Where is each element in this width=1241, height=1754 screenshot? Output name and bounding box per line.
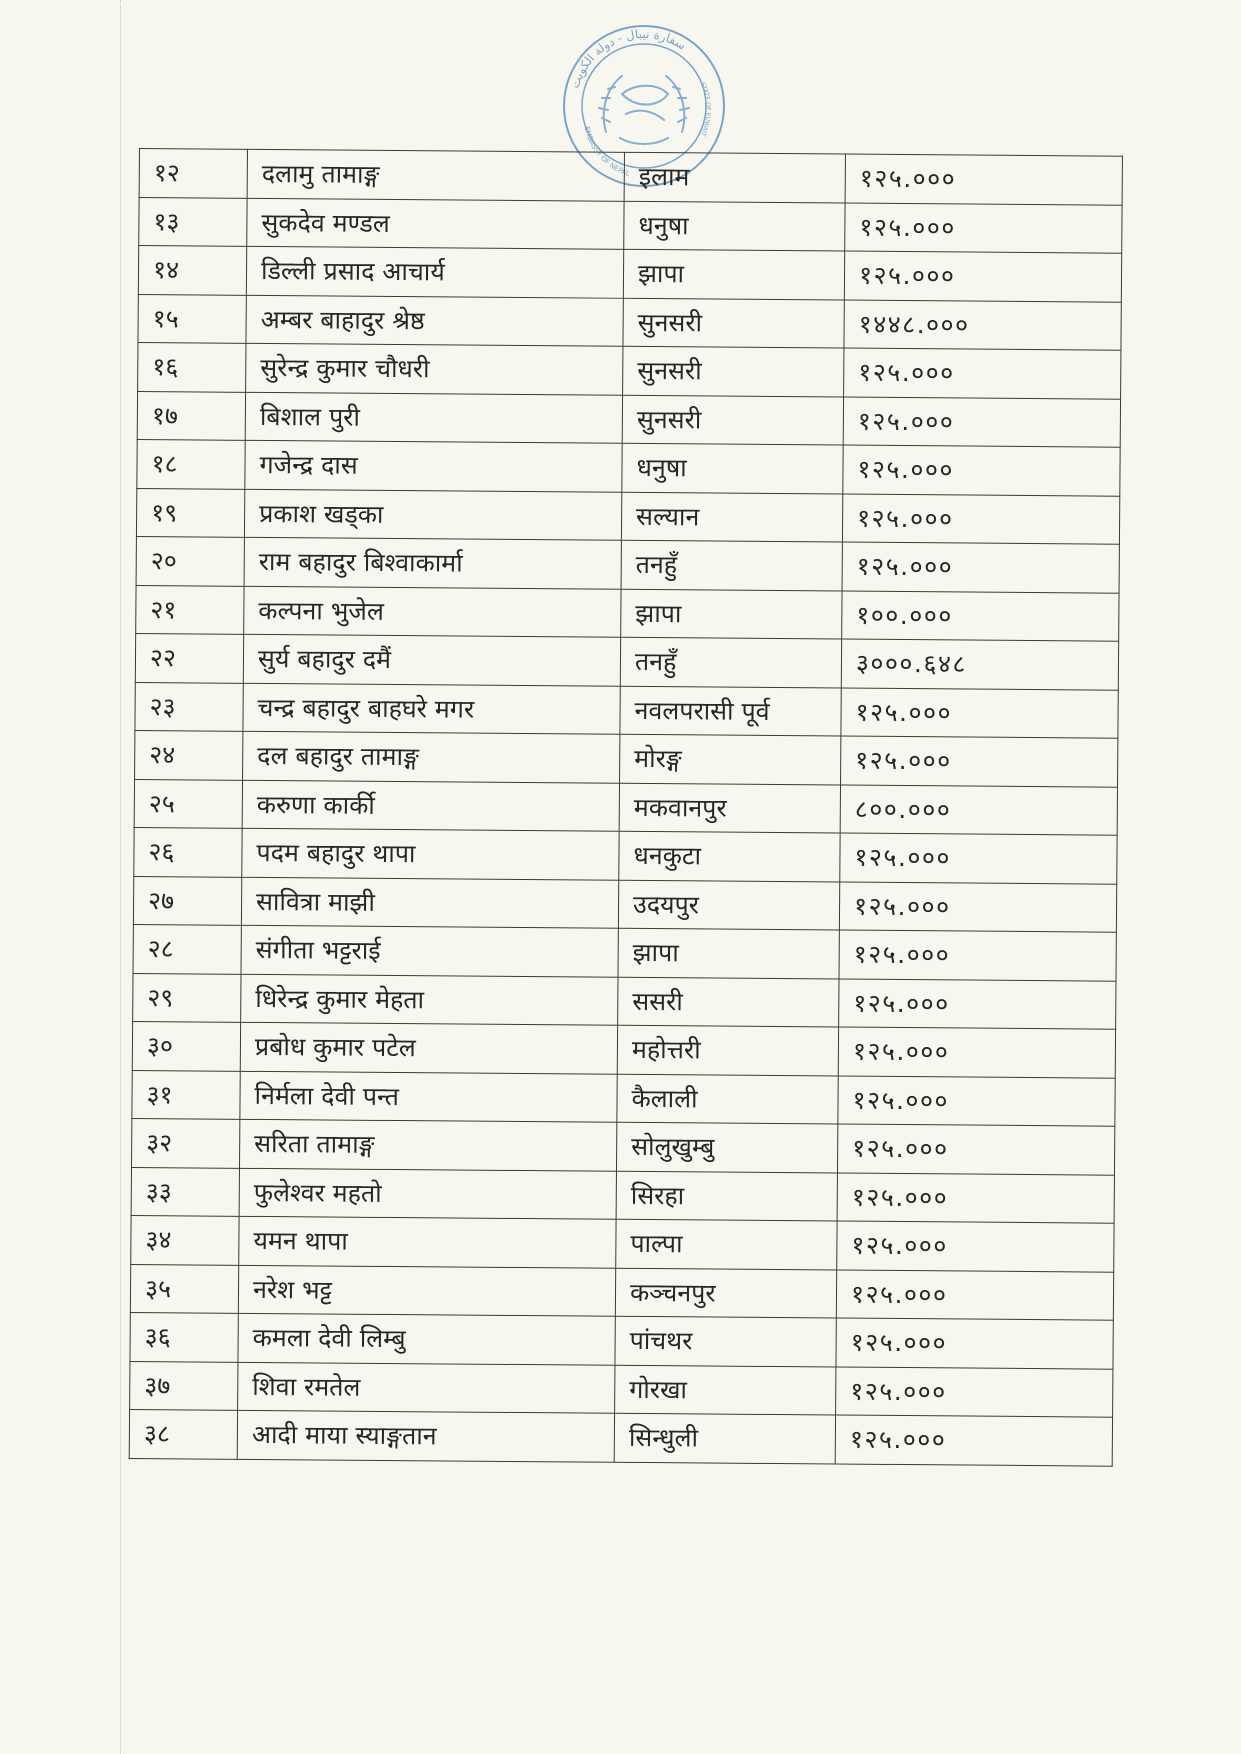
name-cell: सुकदेव मण्डल [247, 198, 624, 249]
district-cell: धनकुटा [619, 831, 840, 881]
name-cell: सावित्रा माझी [241, 877, 618, 928]
serial-number-cell: १६ [138, 342, 246, 391]
serial-number-cell: १८ [137, 439, 245, 488]
name-cell: डिल्ली प्रसाद आचार्य [246, 246, 623, 297]
table-row [137, 391, 1120, 447]
serial-number-cell: २६ [134, 827, 242, 876]
name-cell: धिरेन्द्र कुमार मेहता [241, 974, 618, 1025]
amount-cell: १२५.००० [844, 251, 1121, 302]
serial-number-cell: २० [136, 536, 244, 585]
serial-number-cell: ३८ [129, 1409, 237, 1458]
amount-cell: ८००.००० [840, 785, 1117, 836]
district-cell: नवलपरासी पूर्व [620, 686, 841, 736]
table-row [136, 585, 1119, 641]
serial-number-cell: २२ [135, 633, 243, 682]
name-cell: सुरेन्द्र कुमार चौधरी [246, 343, 623, 394]
district-cell: सिन्धुली [614, 1413, 835, 1463]
amount-cell: १२५.००० [841, 688, 1118, 739]
name-cell: चन्द्र बहादुर बाहघरे मगर [243, 683, 620, 734]
district-cell: पाल्पा [616, 1219, 837, 1269]
table-row [134, 779, 1117, 835]
table-row [129, 1409, 1112, 1465]
serial-number-cell: ३६ [130, 1312, 238, 1361]
serial-number-cell: १२ [139, 149, 247, 198]
name-cell: सुर्य बहादुर दमैं [243, 634, 620, 685]
district-cell: झापा [618, 928, 839, 978]
serial-number-cell: १९ [136, 488, 244, 537]
amount-cell: १४४८.००० [844, 300, 1121, 351]
serial-number-cell: १४ [138, 246, 246, 295]
table-row [131, 1215, 1114, 1271]
table-row [134, 827, 1117, 883]
name-cell: फुलेश्वर महतो [239, 1168, 616, 1219]
amount-cell: १२५.००० [837, 1173, 1114, 1224]
name-cell: पदम बहादुर थापा [242, 828, 619, 879]
serial-number-cell: ३३ [131, 1167, 239, 1216]
name-cell: बिशाल पुरी [245, 392, 622, 443]
name-cell: दलामु तामाङ्ग [247, 149, 624, 200]
table-row [131, 1167, 1114, 1223]
table-row [138, 342, 1121, 398]
district-cell: तनहुँ [620, 637, 841, 687]
serial-number-cell: ३० [132, 1021, 240, 1070]
district-cell: ससरी [618, 977, 839, 1027]
name-cell: शिवा रमतेल [238, 1362, 615, 1413]
district-cell: सुनसरी [623, 346, 844, 396]
district-cell: कैलाली [617, 1074, 838, 1124]
serial-number-cell: ३४ [131, 1215, 239, 1264]
district-cell: पांचथर [615, 1316, 836, 1366]
amount-cell: १२५.००० [843, 445, 1120, 496]
amount-cell: १२५.००० [845, 154, 1122, 205]
serial-number-cell: ३५ [130, 1264, 238, 1313]
district-cell: सुनसरी [622, 395, 843, 445]
table-row [133, 876, 1116, 932]
amount-cell: १२५.००० [841, 736, 1118, 787]
district-cell: तनहुँ [621, 540, 842, 590]
amount-cell: १२५.००० [839, 930, 1116, 981]
serial-number-cell: ३१ [132, 1070, 240, 1119]
amount-cell: १२५.००० [835, 1415, 1112, 1466]
svg-text:STATE OF KUWAIT [699, 81, 712, 137]
name-cell: नरेश भट्ट [238, 1265, 615, 1316]
amount-cell: १२५.००० [845, 203, 1122, 254]
district-cell: गोरखा [615, 1365, 836, 1415]
district-cell: मकवानपुर [619, 783, 840, 833]
name-cell: यमन थापा [239, 1216, 616, 1267]
table-row [130, 1312, 1113, 1368]
table-row [136, 488, 1119, 544]
table-row [138, 246, 1121, 302]
district-cell: धनुषा [624, 201, 845, 251]
district-cell: इलाम [624, 152, 845, 202]
serial-number-cell: ३२ [131, 1118, 239, 1167]
district-cell: उदयपुर [618, 880, 839, 930]
seal-english-text: EMBASSY OF NEPAL [582, 125, 631, 178]
district-cell: झापा [623, 249, 844, 299]
table-row [135, 730, 1118, 786]
district-cell: कञ्चनपुर [615, 1268, 836, 1318]
beneficiary-table [129, 148, 1123, 1466]
name-cell: दल बहादुर तामाङ्ग [243, 731, 620, 782]
table-row [135, 682, 1118, 738]
name-cell: सरिता तामाङ्ग [239, 1119, 616, 1170]
amount-cell: १२५.००० [837, 1124, 1114, 1175]
serial-number-cell: २१ [136, 585, 244, 634]
amount-cell: १२५.००० [842, 494, 1119, 545]
table-row [132, 1021, 1115, 1077]
table-row [131, 1118, 1114, 1174]
name-cell: कमला देवी लिम्बु [238, 1313, 615, 1364]
table-row [133, 973, 1116, 1029]
serial-number-cell: २९ [133, 973, 241, 1022]
serial-number-cell: २८ [133, 924, 241, 973]
amount-cell: १००.००० [842, 591, 1119, 642]
table-row [133, 924, 1116, 980]
district-cell: झापा [621, 589, 842, 639]
district-cell: सुनसरी [623, 298, 844, 348]
name-cell: अम्बर बाहादुर श्रेष्ठ [246, 295, 623, 346]
amount-cell: १२५.००० [842, 542, 1119, 593]
seal-arabic-text: سفارة نيبال - دولة الكويت [567, 26, 689, 91]
amount-cell: १२५.००० [837, 1221, 1114, 1272]
serial-number-cell: १३ [139, 197, 247, 246]
amount-cell: १२५.००० [838, 1027, 1115, 1078]
name-cell: राम बहादुर बिश्वाकार्मा [244, 537, 621, 588]
name-cell: आदी माया स्याङ्गतान [237, 1410, 614, 1461]
name-cell: कल्पना भुजेल [244, 586, 621, 637]
page-fold-line [120, 0, 121, 1754]
name-cell: निर्मला देवी पन्त [240, 1071, 617, 1122]
district-cell: सल्यान [621, 492, 842, 542]
name-cell: गजेन्द्र दास [245, 440, 622, 491]
name-cell: प्रकाश खड्का [244, 489, 621, 540]
district-cell: मोरङ्ग [620, 734, 841, 784]
amount-cell: १२५.००० [844, 348, 1121, 399]
amount-cell: १२५.००० [839, 882, 1116, 933]
amount-cell: १२५.००० [840, 833, 1117, 884]
name-cell: प्रबोध कुमार पटेल [240, 1022, 617, 1073]
amount-cell: १२५.००० [839, 979, 1116, 1030]
serial-number-cell: १७ [137, 391, 245, 440]
table-row [139, 149, 1122, 205]
table-row [136, 536, 1119, 592]
name-cell: संगीता भट्टराई [241, 925, 618, 976]
table-row [135, 633, 1118, 689]
serial-number-cell: २७ [133, 876, 241, 925]
serial-number-cell: २५ [134, 779, 242, 828]
district-cell: महोत्तरी [617, 1025, 838, 1075]
seal-side-text: STATE OF KUWAIT [698, 81, 712, 138]
serial-number-cell: २३ [135, 682, 243, 731]
serial-number-cell: २४ [135, 730, 243, 779]
amount-cell: १२५.००० [836, 1318, 1113, 1369]
amount-cell: १२५.००० [843, 397, 1120, 448]
district-cell: सिरहा [616, 1171, 837, 1221]
table-row [130, 1264, 1113, 1320]
amount-cell: १२५.००० [836, 1270, 1113, 1321]
amount-cell: ३०००.६४८ [841, 639, 1118, 690]
table-row [139, 197, 1122, 253]
district-cell: सोलुखुम्बु [616, 1122, 837, 1172]
table-row [130, 1361, 1113, 1417]
table-row [132, 1070, 1115, 1126]
table-row [137, 439, 1120, 495]
amount-cell: १२५.००० [838, 1076, 1115, 1127]
amount-cell: १२५.००० [836, 1367, 1113, 1418]
district-cell: धनुषा [622, 443, 843, 493]
serial-number-cell: ३७ [130, 1361, 238, 1410]
table-row [138, 294, 1121, 350]
serial-number-cell: १५ [138, 294, 246, 343]
name-cell: करुणा कार्की [242, 780, 619, 831]
